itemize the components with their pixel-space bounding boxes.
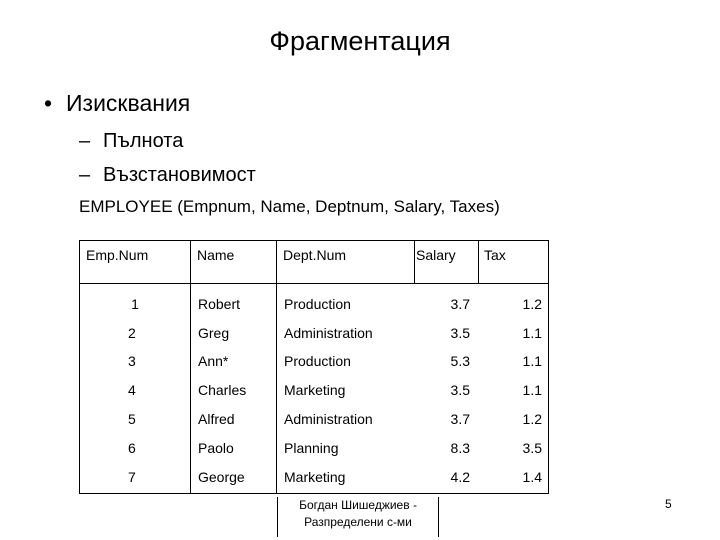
cell-deptnum: Marketing: [284, 469, 346, 485]
bullet-marker: •: [44, 90, 53, 116]
footer-line1: Богдан Шишеджиев -: [299, 498, 417, 512]
dash-marker: –: [79, 130, 91, 152]
cell-deptnum: Administration: [284, 325, 373, 341]
cell-salary: 3.5: [450, 325, 470, 341]
subitem-text: Пълнота: [103, 130, 184, 152]
bullet-item: [44, 90, 190, 117]
cell-empnum: 1: [131, 296, 139, 312]
subitem-completeness: [79, 130, 183, 153]
cell-name: Paolo: [198, 440, 234, 456]
cell-salary: 5.3: [450, 353, 470, 369]
cell-empnum: 3: [128, 353, 136, 369]
slide-title: Фрагментация: [269, 26, 451, 56]
header-name: Name: [197, 247, 235, 263]
header-empnum: Emp.Num: [86, 247, 149, 263]
cell-deptnum: Administration: [284, 411, 373, 427]
cell-salary: 8.3: [450, 440, 470, 456]
subitem-reconstructability: [79, 164, 256, 187]
cell-name: Robert: [198, 296, 241, 312]
cell-name: Greg: [198, 325, 230, 341]
cell-tax: 1.2: [522, 296, 542, 312]
cell-deptnum: Marketing: [284, 382, 346, 398]
footer-author: [277, 497, 439, 537]
cell-empnum: 6: [128, 440, 136, 456]
cell-tax: 1.1: [522, 325, 542, 341]
cell-empnum: 2: [128, 325, 136, 341]
subitem-text: Възстановимост: [103, 164, 256, 186]
header-salary: Salary: [416, 247, 456, 263]
header-deptnum: Dept.Num: [283, 247, 347, 263]
cell-tax: 1.1: [522, 353, 542, 369]
cell-name: George: [198, 469, 245, 485]
cell-tax: 1.2: [522, 411, 542, 427]
cell-name: Ann*: [198, 353, 229, 369]
dash-marker: –: [79, 164, 91, 186]
cell-deptnum: Planning: [284, 440, 339, 456]
cell-salary: 4.2: [450, 469, 470, 485]
header-divider: [80, 283, 548, 284]
cell-deptnum: Production: [284, 296, 351, 312]
footer-line2: Разпределени с-ми: [304, 515, 412, 529]
column-divider: [414, 241, 415, 283]
cell-empnum: 4: [128, 382, 136, 398]
header-tax: Tax: [484, 247, 506, 263]
cell-empnum: 5: [128, 411, 136, 427]
employee-table: [79, 240, 549, 494]
cell-salary: 3.7: [450, 411, 470, 427]
cell-empnum: 7: [128, 469, 136, 485]
cell-deptnum: Production: [284, 353, 351, 369]
cell-tax: 3.5: [522, 440, 542, 456]
page-number: 5: [665, 497, 672, 511]
cell-tax: 1.4: [522, 469, 542, 485]
column-divider: [190, 241, 191, 283]
cell-salary: 3.7: [450, 296, 470, 312]
cell-tax: 1.1: [522, 382, 542, 398]
schema-definition: EMPLOYEE (Empnum, Name, Deptnum, Salary, Taxes): [79, 197, 500, 216]
cell-salary: 3.5: [450, 382, 470, 398]
bullet-text: Изисквания: [66, 90, 191, 116]
column-divider: [478, 241, 479, 283]
cell-name: Alfred: [198, 411, 235, 427]
cell-name: Charles: [198, 382, 247, 398]
